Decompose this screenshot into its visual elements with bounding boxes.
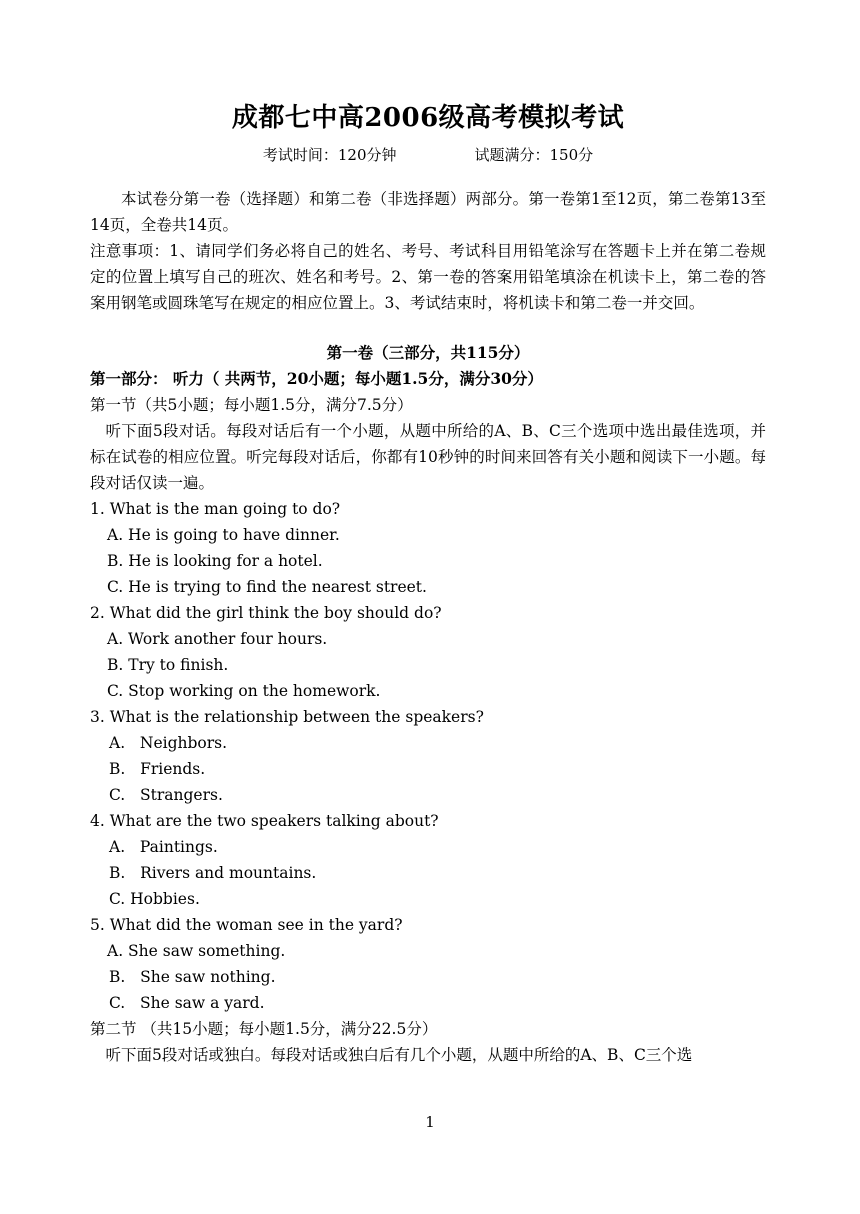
- question-2: 2. What did the girl think the boy should do?: [90, 604, 442, 622]
- section1-instructions: 听下面5段对话。每段对话后有一个小题，从题中所给的A、B、C三个选项中选出最佳选项，并标在试卷的相应位置。听完每段对话后，你都有10秒钟的时间来回答有关小题和阅读下一小题。每段对话仅读一遍。: [90, 422, 766, 492]
- section2-heading: 第二节 （共15小题；每小题1.5分，满分22.5分）: [90, 1020, 438, 1038]
- part1-heading: 第一部分： 听力（ 共两节，20小题；每小题1.5分，满分30分）: [90, 369, 543, 388]
- notice-paragraph: 注意事项：1、请同学们务必将自己的姓名、考号、考试科目用铅笔涂写在答题卡上并在第二卷规定的位置上填写自己的班次、姓名和考号。2、第一卷的答案用铅笔填涂在机读卡上，第二卷的答案用钢笔或圆珠笔写在规定的相应位置上。3、考试结束时，将机读卡和第二卷一并交回。: [90, 242, 766, 312]
- question-1-option-a: A. He is going to have dinner.: [107, 526, 340, 544]
- question-2-option-c: C. Stop working on the homework.: [107, 682, 381, 700]
- question-3-option-b: B. Friends.: [109, 760, 206, 778]
- question-4-option-c: C. Hobbies.: [109, 890, 200, 908]
- question-4-option-a: A. Paintings.: [109, 838, 218, 856]
- question-5: 5. What did the woman see in the yard?: [90, 916, 403, 934]
- question-2-option-a: A. Work another four hours.: [107, 630, 328, 648]
- page-number: 1: [425, 1113, 435, 1131]
- exam-time: 考试时间：120分钟: [262, 146, 397, 164]
- volume1-heading: 第一卷（三部分，共115分）: [326, 343, 530, 362]
- question-5-option-b: B. She saw nothing.: [109, 968, 276, 986]
- full-score: 试题满分：150分: [474, 146, 594, 164]
- question-1-option-c: C. He is trying to find the nearest street.: [107, 578, 427, 596]
- question-2-option-b: B. Try to finish.: [107, 656, 229, 674]
- section1-heading: 第一节（共5小题；每小题1.5分，满分7.5分）: [90, 396, 413, 414]
- question-3-option-c: C. Strangers.: [109, 786, 223, 804]
- intro-paragraph: 本试卷分第一卷（选择题）和第二卷（非选择题）两部分。第一卷第1至12页，第二卷第13至14页，全卷共14页。: [90, 190, 766, 234]
- section2-instructions: 听下面5段对话或独白。每段对话或独白后有几个小题，从题中所给的A、B、C三个选: [105, 1046, 693, 1064]
- exam-title: 成都七中高2006级高考模拟考试: [231, 103, 625, 133]
- question-3: 3. What is the relationship between the speakers?: [90, 708, 484, 726]
- question-3-option-a: A. Neighbors.: [109, 734, 228, 752]
- question-1: 1. What is the man going to do?: [90, 500, 341, 518]
- question-1-option-b: B. He is looking for a hotel.: [107, 552, 323, 570]
- question-4-option-b: B. Rivers and mountains.: [109, 864, 317, 882]
- exam-info: [90, 142, 766, 168]
- question-5-option-a: A. She saw something.: [107, 942, 286, 960]
- exam-page: [90, 100, 766, 1068]
- question-5-option-c: C. She saw a yard.: [109, 994, 265, 1012]
- question-4: 4. What are the two speakers talking about?: [90, 812, 439, 830]
